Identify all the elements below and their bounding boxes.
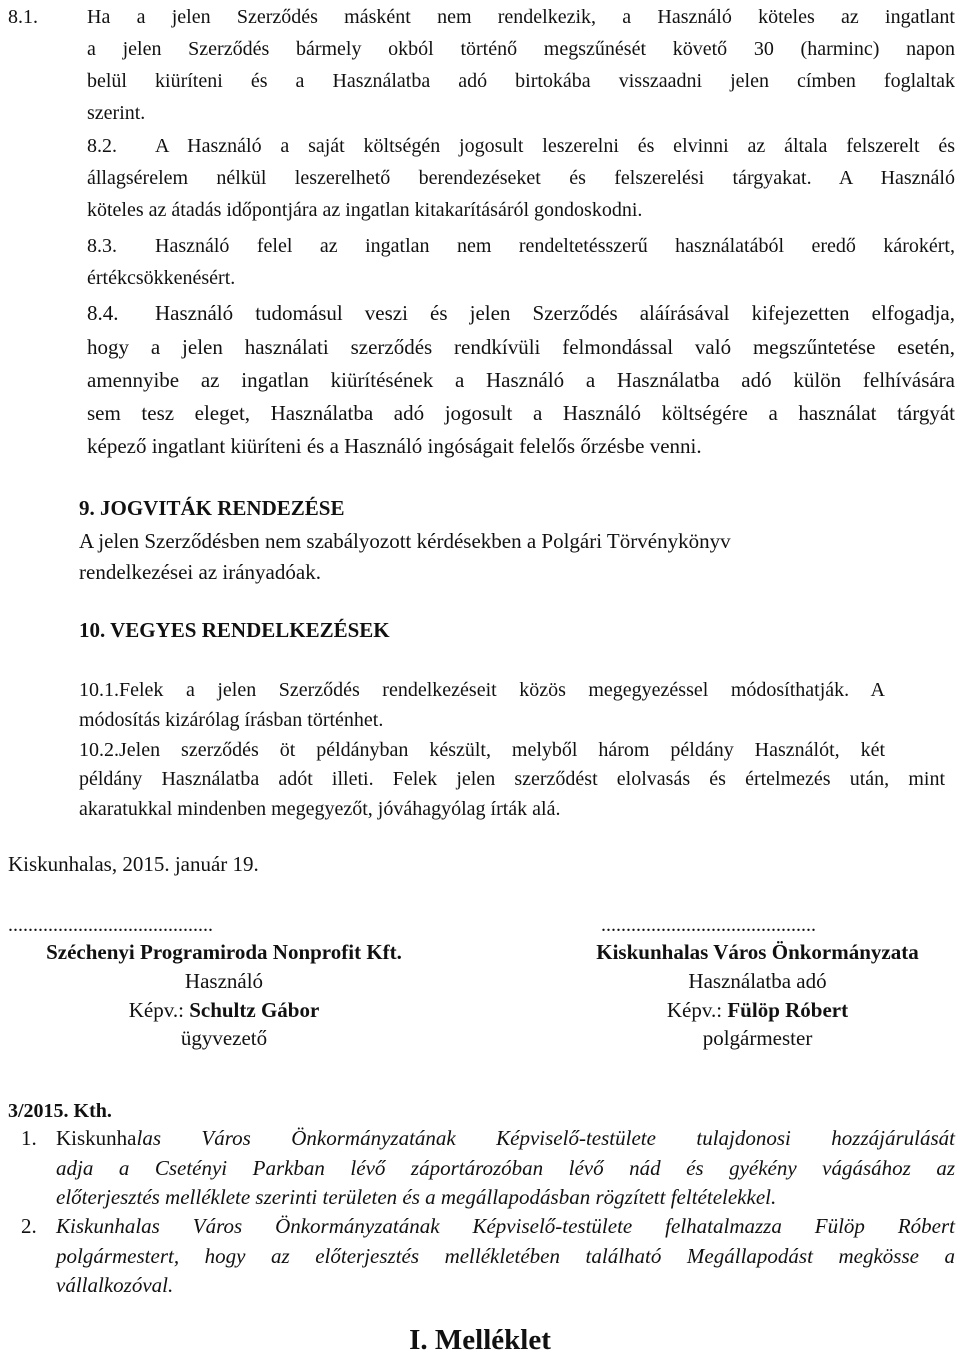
section-8-2-line-3: köteles az átadás időpontjára az ingatlan kitakarításáról gondoskodni. (87, 199, 643, 221)
section-10-heading: 10. VEGYES RENDELKEZÉSEK (79, 618, 390, 642)
resolution-2-line-2: polgármestert, hogy az előterjesztés mellékletében található Megállapodást megkösse a (56, 1244, 955, 1268)
section-8-1-line-4: szerint. (87, 102, 146, 124)
section-10-2-line-2: példány Használatba adót illeti. Felek jelen szerződést elolvasás és értelmezés után, mint (79, 768, 945, 790)
section-8-4-line-5: képező ingatlant kiüríteni és a Használó ingóságait felelős őrzésbe venni. (87, 434, 702, 458)
signature-line-left: ......................................... (8, 914, 213, 936)
resolution-2-line-1: Kiskunhalas Város Önkormányzatának Képviselő-testülete felhatalmazza Fülöp Róbert (56, 1214, 955, 1238)
section-8-2-line-2: állagsérelem nélkül leszerelhető berendezéseket és felszerelési tárgyakat. A Használó (87, 167, 955, 189)
section-8-1-line-3: belül kiüríteni és a Használatba adó birtokába visszaadni jelen címben foglaltak (87, 70, 955, 92)
section-8-2-line-1: A Használó a saját költségén jogosult leszerelni és elvinni az általa felszerelt és (155, 135, 955, 157)
rep-prefix: Képv.: (128, 998, 190, 1022)
signatory-left-title: ügyvezető (180, 1026, 268, 1050)
section-8-4-line-2: hogy a jelen használati szerződés rendkívüli felmondással való megszűntetése esetén, (87, 335, 955, 359)
section-9-heading: 9. JOGVITÁK RENDEZÉSE (79, 496, 345, 520)
resolution-2-line-3: vállalkozóval. (56, 1273, 174, 1297)
rep-prefix: Képv.: (666, 998, 728, 1022)
section-10-2-line-1: 10.2.Jelen szerződés öt példányban készült, melyből három példány Használót, két (79, 739, 885, 761)
section-8-4-line-3: amennyibe az ingatlan kiürítésének a Használó a Használatba adó külön felhívására (87, 368, 955, 392)
section-8-1-line-2: a jelen Szerződés bármely okból történő megszűnését követő 30 (harminc) napon (87, 38, 955, 60)
signature-line-right: ........................................... (601, 914, 816, 936)
signatory-right-org: Kiskunhalas Város Önkormányzata (596, 940, 919, 964)
section-8-3-line-1: Használó felel az ingatlan nem rendeltetésszerű használatából eredő károkért, (155, 235, 955, 257)
resolution-2-number: 2. (21, 1214, 37, 1238)
section-8-4-line-4: sem tesz eleget, Használatba adó jogosult a Használó költségére a használat tárgyát (87, 401, 955, 425)
section-8-4-line-1: Használó tudomásul veszi és jelen Szerződés aláírásával kifejezetten elfogadja, (155, 301, 955, 325)
section-number-8-1: 8.1. (8, 6, 38, 28)
resolution-1-number: 1. (21, 1126, 37, 1150)
section-10-1-line-1: 10.1.Felek a jelen Szerződés rendelkezéseit közös megegyezéssel módosíthatják. A (79, 679, 885, 701)
section-number-8-3: 8.3. (87, 235, 117, 257)
signatory-left-org: Széchenyi Programiroda Nonprofit Kft. (46, 940, 402, 964)
place-date: Kiskunhalas, 2015. január 19. (8, 852, 259, 876)
resolution-1-line-1: Kiskunhalas Város Önkormányzatának Képviselő-testülete tulajdonosi hozzájárulását (56, 1126, 955, 1150)
section-9-line-1: A jelen Szerződésben nem szabályozott kérdésekben a Polgári Törvénykönyv (79, 529, 731, 553)
section-9-line-2: rendelkezései az irányadóak. (79, 560, 321, 584)
section-number-8-2: 8.2. (87, 135, 117, 157)
resolution-number: 3/2015. Kth. (8, 1100, 112, 1122)
signatory-left-role: Használó (184, 969, 264, 993)
section-8-3-line-2: értékcsökkenésért. (87, 267, 236, 289)
rep-name: Schultz Gábor (189, 998, 320, 1022)
resolution-1-line-3: előterjesztés melléklete szerinti területen és a megállapodásban rögzített feltételekkel. (56, 1185, 777, 1209)
resolution-1-line-2: adja a Csetényi Parkban lévő záportározóban lévő nád és gyékény vágásához az (56, 1156, 955, 1180)
section-8-1-line-1: Ha a jelen Szerződés másként nem rendelkezik, a Használó köteles az ingatlant (87, 6, 955, 28)
rep-name: Fülöp Róbert (727, 998, 849, 1022)
section-number-8-4: 8.4. (87, 301, 119, 325)
section-10-2-line-3: akaratukkal mindenben megegyezőt, jóváhagyólag írták alá. (79, 798, 561, 820)
section-10-1-line-2: módosítás kizárólag írásban történhet. (79, 709, 384, 731)
annex-title: I. Melléklet (409, 1324, 551, 1356)
signatory-right-role: Használatba adó (688, 969, 827, 993)
signatory-right-title: polgármester (702, 1026, 813, 1050)
